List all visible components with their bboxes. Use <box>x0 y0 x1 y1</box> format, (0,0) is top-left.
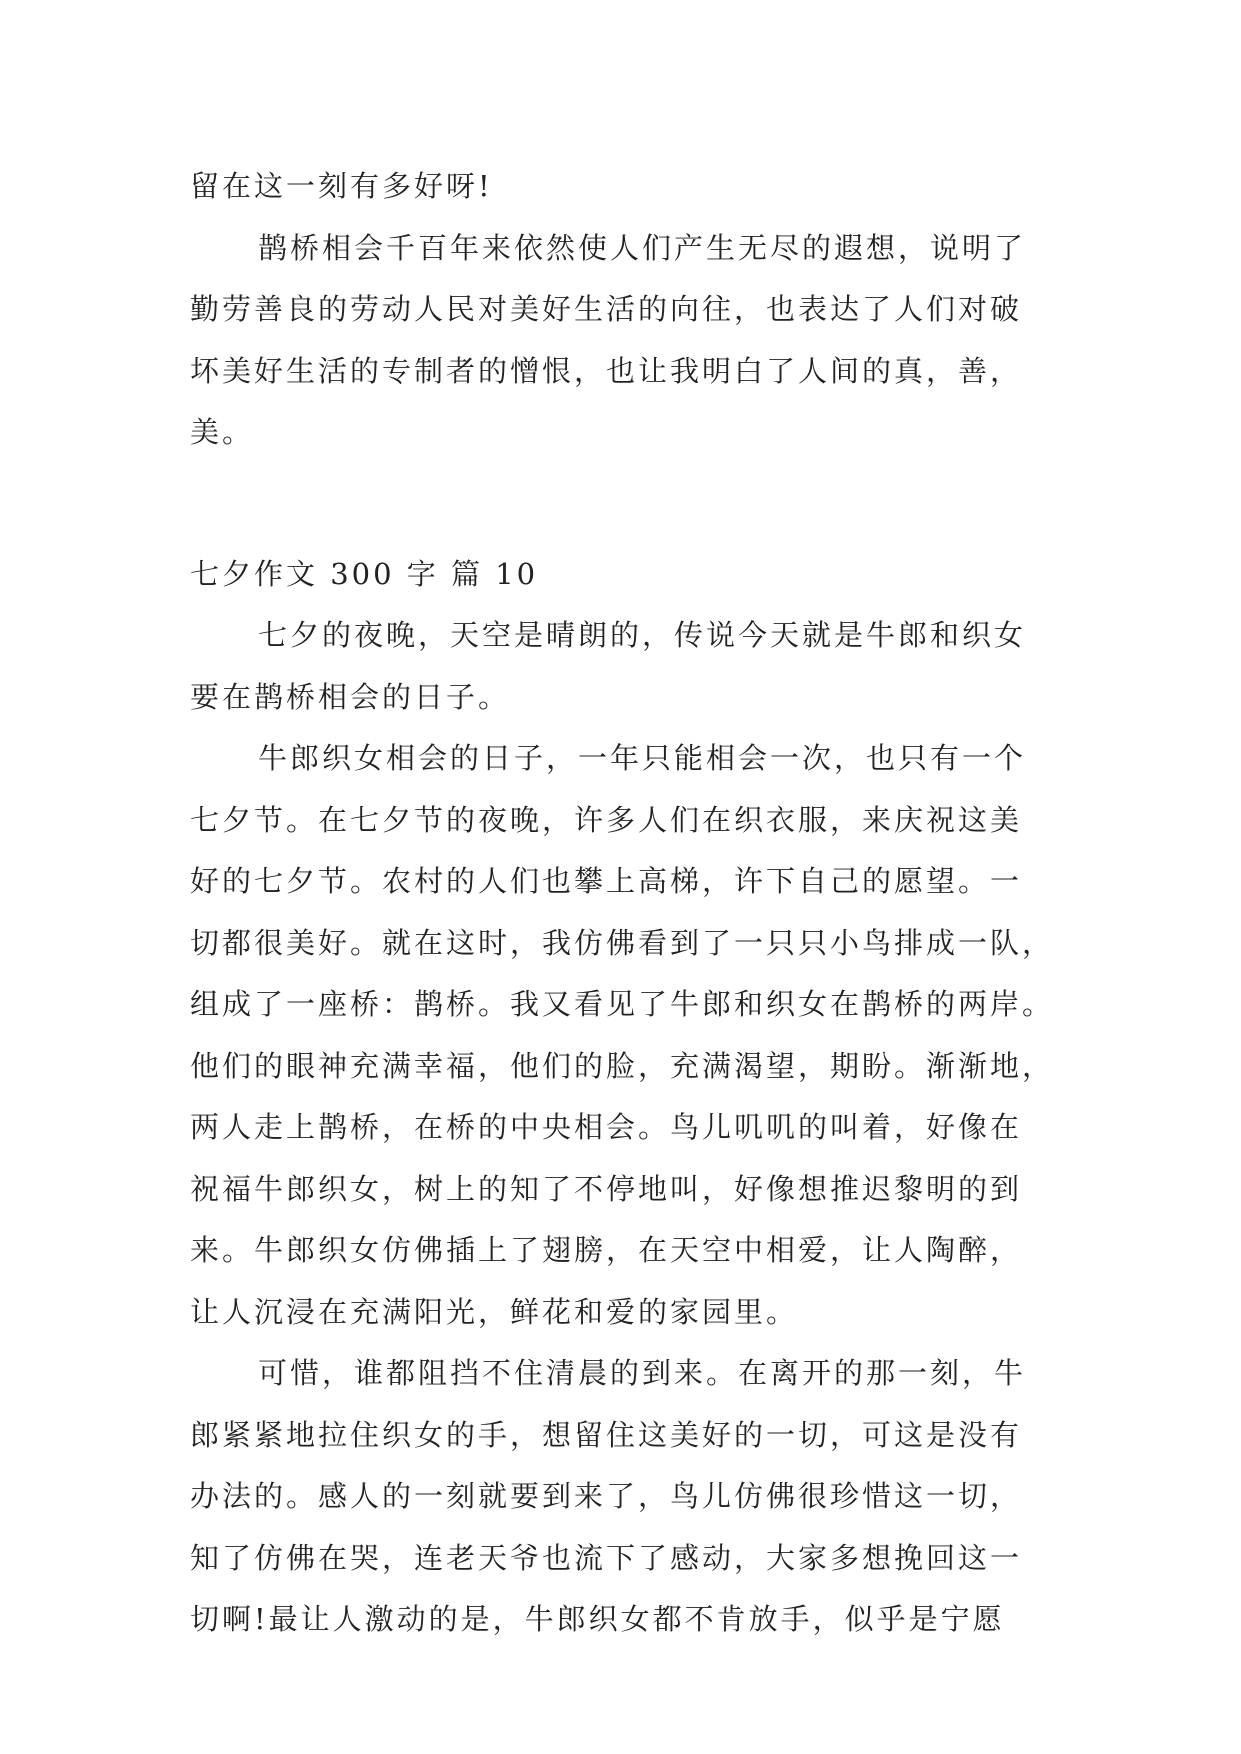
paragraph-line: 美。 <box>190 415 255 449</box>
paragraph-line: 坏美好生活的专制者的憎恨，也让我明白了人间的真，善， <box>190 353 1023 388</box>
paragraph-line: 办法的。感人的一刻就要到来了，鸟儿仿佛很珍惜这一切， <box>190 1479 1023 1513</box>
paragraph-line: 郎紧紧地拉住织女的手，想留住这美好的一切，可这是没有 <box>190 1417 1023 1452</box>
paragraph-line: 切啊!最让人激动的是，牛郎织女都不肯放手，似乎是宁愿 <box>190 1602 1005 1636</box>
paragraph-line: 好的七夕节。农村的人们也攀上高梯，许下自己的愿望。一 <box>190 864 1023 898</box>
paragraph-2 <box>190 728 1060 1343</box>
intro-paragraph <box>190 218 1060 464</box>
paragraph-line: 勤劳善良的劳动人民对美好生活的向往，也表达了人们对破 <box>190 292 1023 326</box>
paragraph-line: 七夕的夜晚，天空是晴朗的，传说今天就是牛郎和织女 <box>258 618 1027 652</box>
paragraph-line: 要在鹊桥相会的日子。 <box>190 679 511 714</box>
paragraph-line: 可惜，谁都阻挡不住清晨的到来。在离开的那一刻，牛 <box>258 1356 1027 1390</box>
intro-fragment-line: 留在这一刻有多好呀! <box>190 169 493 203</box>
paragraph-line: 让人沉浸在充满阳光，鲜花和爱的家园里。 <box>190 1294 799 1329</box>
paragraph-line: 知了仿佛在哭，连老天爷也流下了感动，大家多想挽回这一 <box>190 1540 1023 1575</box>
paragraph-1 <box>190 605 1060 728</box>
paragraph-line: 切都很美好。就在这时，我仿佛看到了一只只小鸟排成一队， <box>190 925 1055 960</box>
paragraph-line: 鹊桥相会千百年来依然使人们产生无尽的遐想，说明了 <box>258 230 1027 265</box>
paragraph-line: 七夕节。在七夕节的夜晚，许多人们在织衣服，来庆祝这美 <box>190 802 1023 837</box>
paragraph-3 <box>190 1343 1060 1651</box>
document-body <box>190 156 1060 1651</box>
paragraph-line: 牛郎织女相会的日子，一年只能相会一次，也只有一个 <box>258 741 1027 775</box>
paragraph-line: 祝福牛郎织女，树上的知了不停地叫，好像想推迟黎明的到 <box>190 1171 1023 1206</box>
paragraph-line: 两人走上鹊桥，在桥的中央相会。鸟儿叽叽的叫着，好像在 <box>190 1110 1023 1144</box>
section-spacer <box>190 464 1060 544</box>
paragraph-line: 组成了一座桥：鹊桥。我又看见了牛郎和织女在鹊桥的两岸。 <box>190 987 1055 1021</box>
paragraph-line: 来。牛郎织女仿佛插上了翅膀，在天空中相爱，让人陶醉， <box>190 1233 1023 1267</box>
section-title: 七夕作文 300 字 篇 10 <box>190 556 539 591</box>
paragraph-line: 他们的眼神充满幸福，他们的脸，充满渴望，期盼。渐渐地， <box>190 1048 1055 1083</box>
